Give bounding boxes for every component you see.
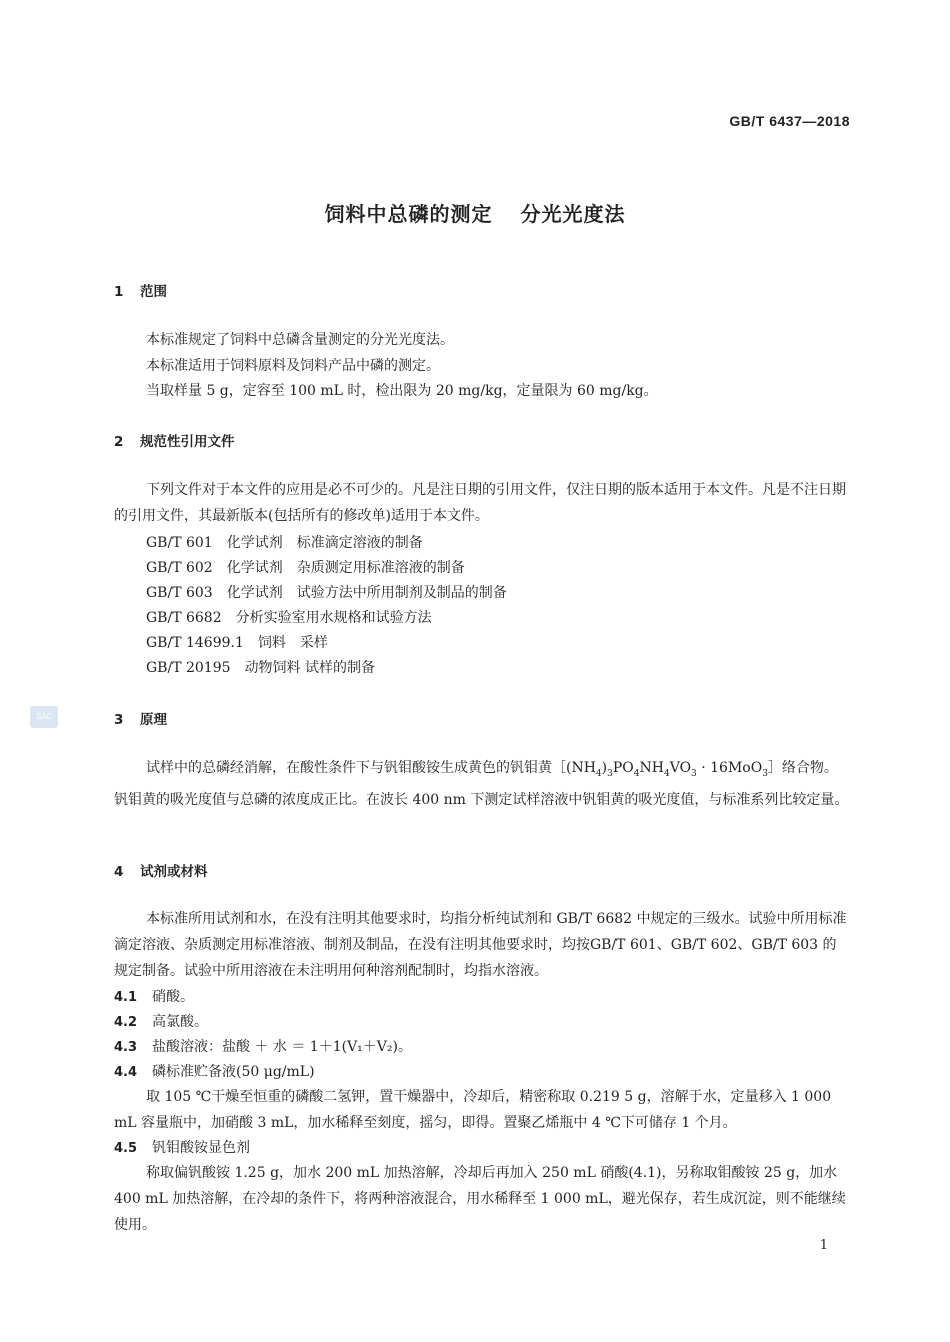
reagents-intro: 本标准所用试剂和水，在没有注明其他要求时，均指分析纯试剂和 GB/T 6682 中规定的三级水。试验中所用标准滴定溶液、杂质测定用标准溶液、制剂及制品，在没有注明其他要求时，均按GB/T 601、GB/T 602、GB/T 603 的规定制备。试验中所用溶液在未注明用何种溶剂配制时，均指水溶液。 bbox=[114, 911, 847, 979]
sac-watermark-logo: SAC bbox=[30, 706, 58, 728]
section-2-heading: 2 规范性引用文件 bbox=[114, 434, 235, 450]
section-1-heading: 1 范围 bbox=[114, 284, 167, 300]
section-4-heading: 4 试剂或材料 bbox=[114, 864, 208, 880]
item-4-5: 4.5 钒钼酸铵显色剂 bbox=[114, 1140, 250, 1156]
principle-paragraph: 试样中的总磷经消解，在酸性条件下与钒钼酸铵生成黄色的钒钼黄$[(NH_4)_3PO_4NH_4VO_3$ · 16MoO$_3$］络合物。钒钼黄的吸光度值与总磷的浓度成正比。在波长 400 nm 下测定试样溶液中钒钼黄的吸光度值，与标准系列比较定量。 bbox=[114, 760, 849, 808]
item-4-4: 4.4 磷标准贮备液(50 μg/mL) bbox=[114, 1064, 315, 1080]
document-title bbox=[0, 198, 950, 227]
references-intro: 下列文件对于本文件的应用是必不可少的。凡是注日期的引用文件，仅注日期的版本适用于本文件。凡是不注日期的引用文件，其最新版本(包括所有的修改单)适用于本文件。 bbox=[114, 482, 846, 524]
item-4-1: 4.1 硝酸。 bbox=[114, 989, 194, 1005]
reference-item: GB/T 603 化学试剂 试验方法中所用制剂及制品的制备 bbox=[146, 585, 507, 601]
page-number: 1 bbox=[819, 1238, 828, 1253]
title-part-2: 分光光度法 bbox=[520, 202, 626, 226]
scope-line-3: 当取样量 5 g，定容至 100 mL 时，检出限为 20 mg/kg，定量限为 60 mg/kg。 bbox=[146, 383, 658, 399]
section-3-heading: 3 原理 bbox=[114, 712, 167, 728]
reference-item: GB/T 20195 动物饲料 试样的制备 bbox=[146, 660, 375, 676]
item-4-5-body: 称取偏钒酸铵 1.25 g，加水 200 mL 加热溶解，冷却后再加入 250 mL 硝酸(4.1)，另称取钼酸铵 25 g，加水 400 mL 加热溶解，在冷却的条件下，将两种溶液混合，用水稀释至 1 000 mL，避光保存，若生成沉淀，则不能继续使用。 bbox=[114, 1165, 846, 1233]
scope-line-1: 本标准规定了饲料中总磷含量测定的分光光度法。 bbox=[146, 332, 454, 348]
reference-item: GB/T 14699.1 饲料 采样 bbox=[146, 635, 328, 651]
item-4-4-body: 取 105 ℃干燥至恒重的磷酸二氢钾，置干燥器中，冷却后，精密称取 0.219 5 g，溶解于水，定量移入 1 000 mL 容量瓶中，加硝酸 3 mL，加水稀释至刻度，摇匀，即得。置聚乙烯瓶中 4 ℃下可储存 1 个月。 bbox=[114, 1089, 832, 1131]
reference-item: GB/T 602 化学试剂 杂质测定用标准溶液的制备 bbox=[146, 560, 465, 576]
scope-line-2: 本标准适用于饲料原料及饲料产品中磷的测定。 bbox=[146, 358, 440, 374]
item-4-2: 4.2 高氯酸。 bbox=[114, 1014, 208, 1030]
item-4-3: 4.3 盐酸溶液：盐酸 ＋ 水 ＝ 1＋1(V₁＋V₂)。 bbox=[114, 1039, 412, 1055]
standard-number: GB/T 6437—2018 bbox=[729, 113, 850, 129]
reference-item: GB/T 601 化学试剂 标准滴定溶液的制备 bbox=[146, 535, 423, 551]
title-part-1: 饲料中总磷的测定 bbox=[324, 202, 493, 226]
reference-item: GB/T 6682 分析实验室用水规格和试验方法 bbox=[146, 610, 432, 626]
